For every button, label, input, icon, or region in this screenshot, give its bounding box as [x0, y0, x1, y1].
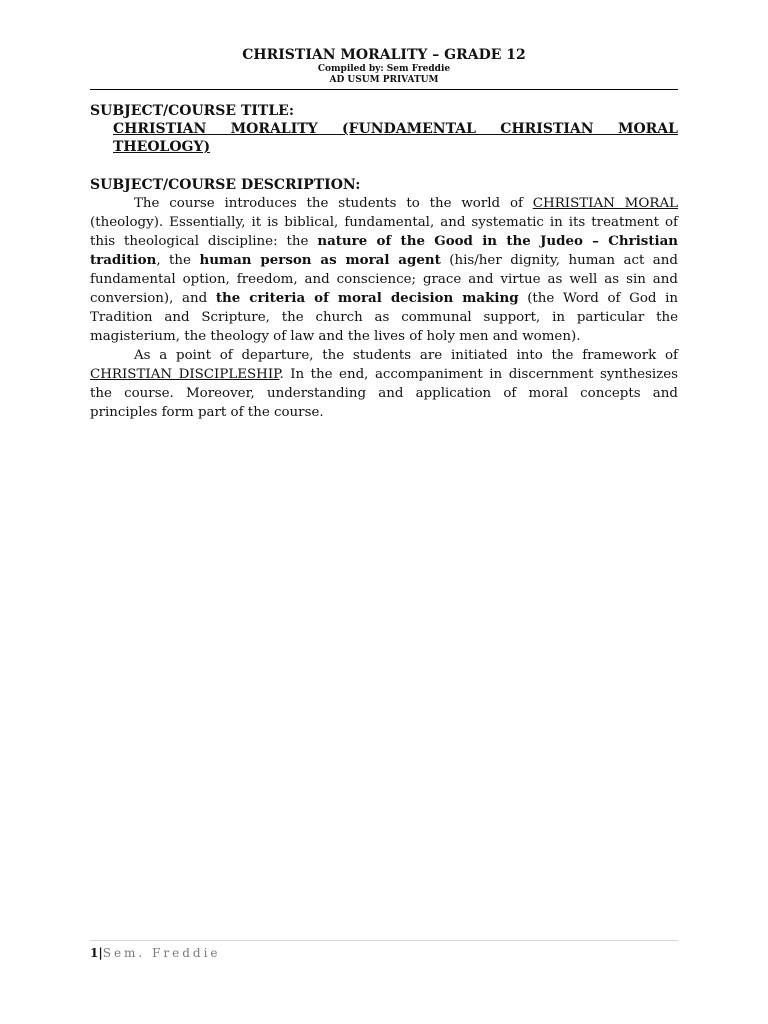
page-footer: [90, 940, 678, 961]
document-header: [90, 46, 678, 90]
description-paragraph-1: [90, 194, 678, 346]
p1-bold-criteria: the criteria of moral decision making: [215, 290, 519, 306]
p1-bold-human-person: human person as moral agent: [199, 252, 441, 268]
course-title: [90, 120, 678, 156]
page-number: 1: [90, 946, 99, 960]
p1-underline-christian-moral: CHRISTIAN MORAL: [532, 196, 679, 211]
footer-separator: |: [98, 946, 103, 960]
p1-text-4: (his/her dignity, human act and fundamental option, freedom, and conscience; grace and virtue as well as sin and conversion), and: [90, 253, 678, 306]
course-description-heading: SUBJECT/COURSE DESCRIPTION:: [90, 177, 361, 193]
document-title: CHRISTIAN MORALITY – GRADE 12: [242, 47, 526, 63]
ad-usum-privatum: AD USUM PRIVATUM: [329, 75, 439, 85]
p1-text-5: (the Word of God in Tradition and Scripture, the church as communal support, in particular the magisterium, the theology of law and the lives of holy men and women).: [90, 291, 678, 344]
footer-author: Sem. Freddie: [102, 946, 221, 960]
p1-bold-nature-of-good: nature of the Good in the Judeo – Christian tradition: [90, 233, 678, 268]
p2-text-1: As a point of departure, the students are initiated into the framework of: [134, 348, 678, 363]
p1-text-2: (theology). Essentially, it is biblical, fundamental, and systematic in its treatment of this theological discipline: the: [90, 215, 678, 249]
p1-text-3: , the: [156, 253, 200, 268]
p2-text-2: . In the end, accompaniment in discernment synthesizes the course. Moreover, understanding and application of moral concepts and principles form part of the course.: [90, 367, 678, 420]
compiled-by: Compiled by: Sem Freddie: [317, 64, 451, 74]
p2-underline-christian-discipleship: CHRISTIAN DISCIPLESHIP: [90, 367, 280, 382]
course-title-line-2: THEOLOGY): [113, 139, 211, 155]
course-title-line-1: CHRISTIAN MORALITY (FUNDAMENTAL CHRISTIAN MORAL: [113, 121, 678, 137]
p1-text-1: The course introduces the students to the world of: [134, 196, 533, 211]
course-title-heading: SUBJECT/COURSE TITLE:: [90, 103, 295, 119]
header-divider: [90, 89, 678, 90]
description-paragraph-2: [90, 346, 678, 422]
document-page: [90, 44, 678, 422]
